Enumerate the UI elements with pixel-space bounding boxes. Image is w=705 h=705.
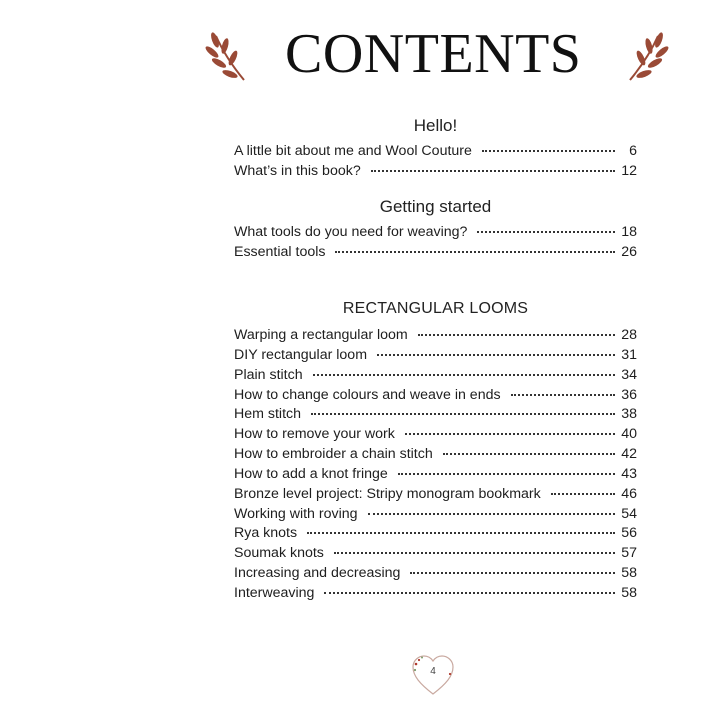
entry-page: 26 xyxy=(621,244,637,260)
dot-leader xyxy=(335,250,615,253)
entry-page: 58 xyxy=(621,565,637,581)
entry-page: 46 xyxy=(621,486,637,502)
dot-leader xyxy=(313,373,615,376)
toc-entry[interactable] xyxy=(234,242,637,262)
leaf-sprig-icon xyxy=(204,30,250,84)
entry-page: 34 xyxy=(621,367,637,383)
entry-label: DIY rectangular loom xyxy=(234,347,368,363)
toc-entry[interactable] xyxy=(234,464,637,484)
entry-page: 28 xyxy=(621,327,637,343)
leaf-sprig-icon xyxy=(624,30,670,84)
entry-label: How to add a knot fringe xyxy=(234,466,388,482)
toc-entry[interactable] xyxy=(234,365,637,385)
dot-leader xyxy=(511,393,615,396)
entry-label: How to remove your work xyxy=(234,426,395,442)
entry-label: A little bit about me and Wool Couture xyxy=(234,143,472,159)
dot-leader xyxy=(311,412,615,415)
page-number-badge xyxy=(410,654,456,698)
section-heading-rectangular-looms: RECTANGULAR LOOMS xyxy=(342,300,529,317)
toc-entry[interactable] xyxy=(234,543,637,563)
page-title: CONTENTS xyxy=(285,23,582,85)
dot-leader xyxy=(418,333,615,336)
entry-label: What tools do you need for weaving? xyxy=(234,224,468,240)
entry-label: Increasing and decreasing xyxy=(234,565,401,581)
page-number: 4 xyxy=(430,666,436,677)
entry-page: 18 xyxy=(621,224,637,240)
toc-entry[interactable] xyxy=(234,424,637,444)
toc-entry[interactable] xyxy=(234,504,637,524)
toc-entry[interactable] xyxy=(234,325,637,345)
entry-page: 57 xyxy=(621,545,637,561)
entry-label: How to change colours and weave in ends xyxy=(234,387,501,403)
dot-leader xyxy=(368,512,615,515)
entry-label: How to embroider a chain stitch xyxy=(234,446,433,462)
entry-label: What’s in this book? xyxy=(234,163,361,179)
toc-entry[interactable] xyxy=(234,385,637,405)
entry-page: 6 xyxy=(629,143,637,159)
dot-leader xyxy=(477,230,615,233)
toc-entry[interactable] xyxy=(234,222,637,242)
entry-label: Bronze level project: Stripy monogram bookmark xyxy=(234,486,541,502)
entry-label: Warping a rectangular loom xyxy=(234,327,408,343)
entry-label: Plain stitch xyxy=(234,367,303,383)
entry-page: 12 xyxy=(621,163,637,179)
entry-page: 31 xyxy=(621,347,637,363)
entry-page: 38 xyxy=(621,406,637,422)
title-row xyxy=(190,22,680,92)
entry-page: 42 xyxy=(621,446,637,462)
entry-label: Essential tools xyxy=(234,244,326,260)
entry-label: Interweaving xyxy=(234,585,315,601)
entry-page: 36 xyxy=(621,387,637,403)
toc-entry[interactable] xyxy=(234,141,637,161)
entry-page: 58 xyxy=(621,585,637,601)
entry-label: Soumak knots xyxy=(234,545,324,561)
dot-leader xyxy=(371,169,615,172)
entry-page: 43 xyxy=(621,466,637,482)
section-heading-getting-started: Getting started xyxy=(379,197,492,216)
entry-page: 40 xyxy=(621,426,637,442)
entry-page: 56 xyxy=(621,525,637,541)
dot-leader xyxy=(405,432,615,435)
entry-label: Working with roving xyxy=(234,506,358,522)
entry-page: 54 xyxy=(621,506,637,522)
entry-label: Rya knots xyxy=(234,525,298,541)
toc-entry[interactable] xyxy=(234,484,637,504)
toc-entry[interactable] xyxy=(234,583,637,603)
dot-leader xyxy=(324,591,615,594)
toc-entry[interactable] xyxy=(234,345,637,365)
toc-entry[interactable] xyxy=(234,563,637,583)
toc-entry[interactable] xyxy=(234,161,637,181)
dot-leader xyxy=(398,472,615,475)
dot-leader xyxy=(307,531,615,534)
dot-leader xyxy=(551,492,615,495)
entry-label: Hem stitch xyxy=(234,406,302,422)
toc-entry[interactable] xyxy=(234,444,637,464)
dot-leader xyxy=(377,353,615,356)
dot-leader xyxy=(482,149,615,152)
dot-leader xyxy=(334,551,615,554)
section-heading-hello: Hello! xyxy=(413,116,458,135)
dot-leader xyxy=(443,452,615,455)
dot-leader xyxy=(410,571,615,574)
toc-entry[interactable] xyxy=(234,523,637,543)
toc-entry[interactable] xyxy=(234,404,637,424)
